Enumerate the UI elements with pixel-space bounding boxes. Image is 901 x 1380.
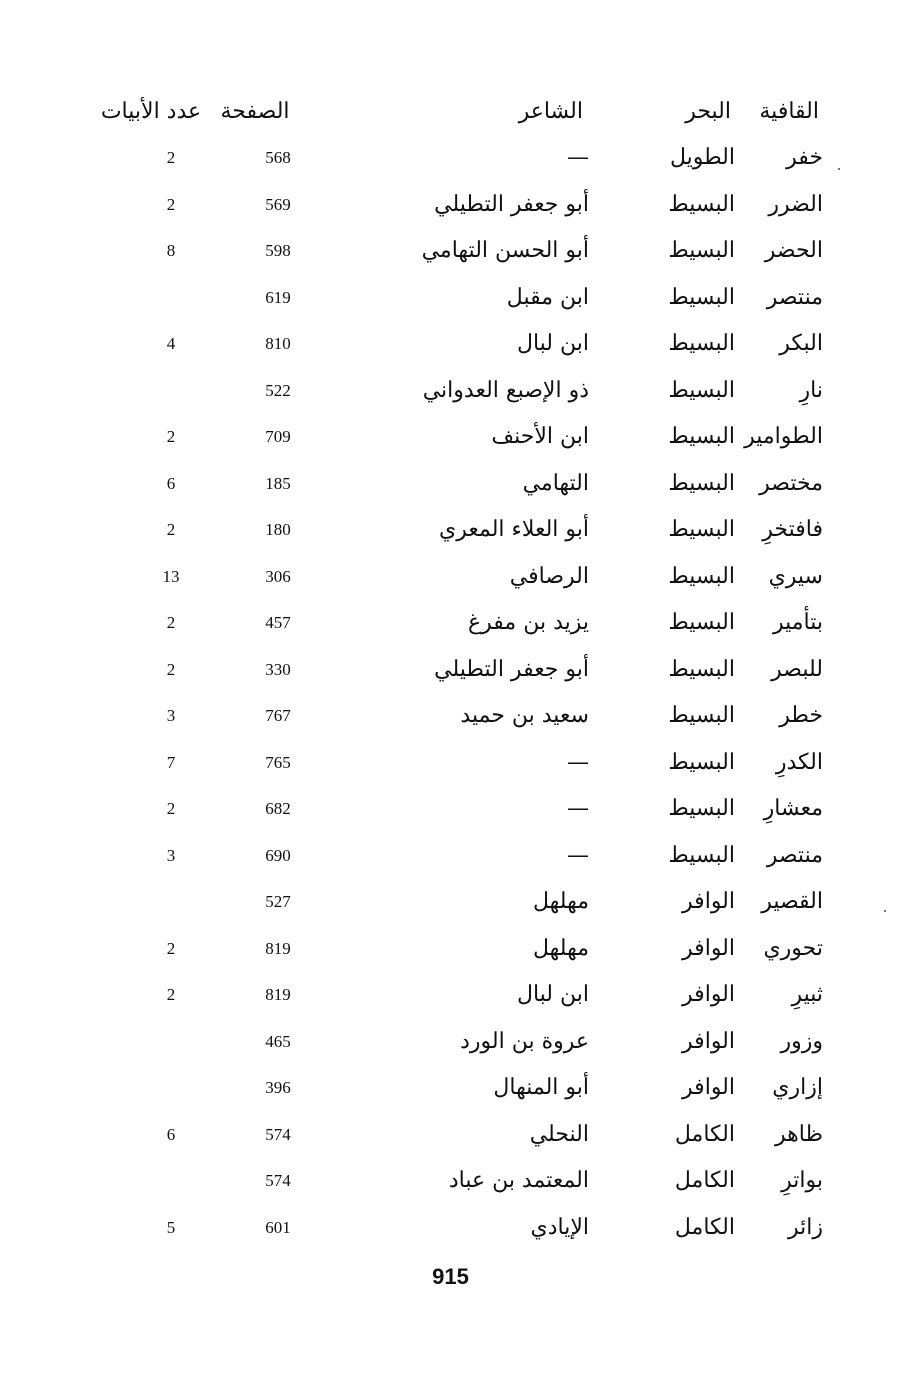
cell-page: 465 [265, 1032, 291, 1051]
cell-poet: النحلي [529, 1122, 589, 1147]
cell-bahr: الكامل [674, 1122, 735, 1147]
cell-count: 5 [166, 1218, 176, 1237]
cell-poet: التهامي [522, 471, 589, 496]
cell-poet: مهلهل [532, 889, 589, 914]
cell-page: 601 [265, 1218, 291, 1237]
cell-bahr: البسيط [668, 192, 735, 217]
cell-page: 819 [265, 939, 291, 958]
cell-qafia: خفر [786, 145, 823, 170]
cell-bahr: البسيط [668, 610, 735, 635]
cell-page: 457 [265, 613, 291, 632]
cell-page: 598 [265, 241, 291, 260]
table-row [0, 836, 901, 876]
cell-count [146, 1068, 196, 1108]
cell-qafia: إزاري [772, 1075, 823, 1100]
cell-count: 2 [166, 427, 176, 446]
cell-qafia: سيري [768, 564, 823, 589]
table-row [0, 464, 901, 504]
cell-count [146, 882, 196, 922]
cell-count: 7 [166, 753, 176, 772]
cell-count [146, 1022, 196, 1062]
table-row [0, 1022, 901, 1062]
cell-poet: المعتمد بن عباد [448, 1168, 589, 1193]
table-row [0, 929, 901, 969]
cell-bahr: البسيط [668, 424, 735, 449]
cell-poet: — [567, 750, 589, 775]
cell-bahr: البسيط [668, 471, 735, 496]
cell-page: 682 [265, 799, 291, 818]
cell-bahr: البسيط [668, 703, 735, 728]
cell-bahr: البسيط [668, 331, 735, 356]
cell-qafia: ظاهر [775, 1122, 823, 1147]
cell-bahr: البسيط [668, 564, 735, 589]
cell-page: 619 [265, 288, 291, 307]
cell-page: 690 [265, 846, 291, 865]
table-row [0, 650, 901, 690]
table-row [0, 882, 901, 922]
cell-qafia: خطر [779, 703, 823, 728]
cell-count [146, 1161, 196, 1201]
cell-count [146, 371, 196, 411]
cell-count: 6 [166, 474, 176, 493]
cell-bahr: الطويل [669, 145, 735, 170]
table-row [0, 789, 901, 829]
cell-qafia: القصير [761, 889, 823, 914]
cell-bahr: البسيط [668, 796, 735, 821]
cell-poet: أبو جعفر التطيلي [434, 657, 589, 682]
cell-bahr: البسيط [668, 750, 735, 775]
cell-qafia: بواترِ [781, 1168, 823, 1193]
cell-page: 574 [265, 1171, 291, 1190]
cell-page: 396 [265, 1078, 291, 1097]
header-page: الصفحة [220, 99, 290, 124]
cell-count: 4 [166, 334, 176, 353]
cell-bahr: الكامل [674, 1215, 735, 1240]
cell-count: 2 [166, 660, 176, 679]
table-row [0, 138, 901, 178]
cell-qafia: ثبيرِ [791, 982, 823, 1007]
header-count: عدد الأبيات [100, 99, 202, 124]
cell-poet: مهلهل [532, 936, 589, 961]
cell-page: 180 [265, 520, 291, 539]
cell-count: 13 [162, 567, 180, 586]
cell-qafia: زائر [788, 1215, 823, 1240]
header-bahr: البحر [685, 99, 731, 124]
cell-qafia: الكدرِ [775, 750, 823, 775]
cell-qafia: نارِ [799, 378, 823, 403]
table-row [0, 185, 901, 225]
cell-page: 568 [265, 148, 291, 167]
cell-page: 767 [265, 706, 291, 725]
cell-poet: يزيد بن مفرغ [468, 610, 589, 635]
cell-poet: أبو الحسن التهامي [421, 238, 589, 263]
cell-poet: سعيد بن حميد [460, 703, 589, 728]
table-row [0, 417, 901, 457]
cell-page: 527 [265, 892, 291, 911]
cell-bahr: الكامل [674, 1168, 735, 1193]
header-poet: الشاعر [518, 99, 583, 124]
page-number: 915 [432, 1264, 469, 1289]
cell-page: 185 [265, 474, 291, 493]
table-row [0, 603, 901, 643]
table-row [0, 510, 901, 550]
table-row [0, 743, 901, 783]
cell-bahr: الوافر [682, 982, 735, 1007]
cell-qafia: بتأمير [772, 610, 823, 635]
cell-qafia: البكر [779, 331, 823, 356]
cell-page: 522 [265, 381, 291, 400]
cell-poet: ابن لبال [516, 982, 589, 1007]
cell-count: 2 [166, 985, 176, 1004]
header-qafia: القافية [759, 99, 819, 124]
cell-count: 2 [166, 195, 176, 214]
cell-bahr: البسيط [668, 517, 735, 542]
cell-bahr: البسيط [668, 285, 735, 310]
cell-poet: عروة بن الورد [460, 1029, 589, 1054]
cell-qafia: الضرر [768, 192, 823, 217]
cell-bahr: البسيط [668, 378, 735, 403]
cell-qafia: وزور [780, 1029, 823, 1054]
cell-bahr: الوافر [682, 1075, 735, 1100]
cell-qafia: للبصر [771, 657, 823, 682]
cell-poet: ذو الإصبع العدواني [422, 378, 589, 403]
cell-poet: — [567, 796, 589, 821]
cell-poet: — [567, 145, 589, 170]
table-row [0, 1161, 901, 1201]
cell-count: 3 [166, 846, 176, 865]
cell-bahr: الوافر [682, 1029, 735, 1054]
table-row [0, 278, 901, 318]
cell-qafia: تحوري [763, 936, 823, 961]
table-row [0, 975, 901, 1015]
cell-count: 2 [166, 148, 176, 167]
cell-poet: ابن الأحنف [491, 424, 589, 449]
cell-page: 306 [265, 567, 291, 586]
cell-bahr: البسيط [668, 843, 735, 868]
cell-bahr: الوافر [682, 936, 735, 961]
cell-poet: أبو العلاء المعري [439, 517, 589, 542]
cell-count: 2 [166, 799, 176, 818]
cell-qafia: مختصر [759, 471, 823, 496]
cell-page: 765 [265, 753, 291, 772]
cell-bahr: البسيط [668, 238, 735, 263]
cell-page: 574 [265, 1125, 291, 1144]
cell-qafia: معشارِ [763, 796, 823, 821]
cell-count: 6 [166, 1125, 176, 1144]
cell-count: 8 [166, 241, 176, 260]
cell-page: 709 [265, 427, 291, 446]
cell-count: 3 [166, 706, 176, 725]
cell-page: 819 [265, 985, 291, 1004]
cell-count [146, 278, 196, 318]
cell-poet: الرصافي [509, 564, 589, 589]
table-row [0, 1208, 901, 1248]
cell-page: 810 [265, 334, 291, 353]
cell-poet: الإيادي [530, 1215, 589, 1240]
cell-bahr: الوافر [682, 889, 735, 914]
cell-count: 2 [166, 939, 176, 958]
cell-page: 569 [265, 195, 291, 214]
cell-poet: أبو جعفر التطيلي [434, 192, 589, 217]
table-row [0, 231, 901, 271]
cell-qafia: الطوامير [744, 424, 823, 449]
table-row [0, 696, 901, 736]
cell-bahr: البسيط [668, 657, 735, 682]
cell-poet: ابن لبال [516, 331, 589, 356]
cell-count: 2 [166, 613, 176, 632]
scan-speck [884, 910, 886, 912]
cell-qafia: فافتخرِ [762, 517, 823, 542]
cell-poet: ابن مقبل [506, 285, 589, 310]
cell-qafia: منتصر [766, 285, 823, 310]
cell-poet: أبو المنهال [493, 1075, 589, 1100]
cell-count: 2 [166, 520, 176, 539]
table-row [0, 557, 901, 597]
cell-page: 330 [265, 660, 291, 679]
cell-qafia: منتصر [766, 843, 823, 868]
scan-speck [838, 168, 840, 170]
cell-qafia: الحضر [764, 238, 823, 263]
table-row [0, 1068, 901, 1108]
table-row [0, 324, 901, 364]
table-row [0, 1115, 901, 1155]
table-header [0, 92, 901, 132]
cell-poet: — [567, 843, 589, 868]
table-row [0, 371, 901, 411]
